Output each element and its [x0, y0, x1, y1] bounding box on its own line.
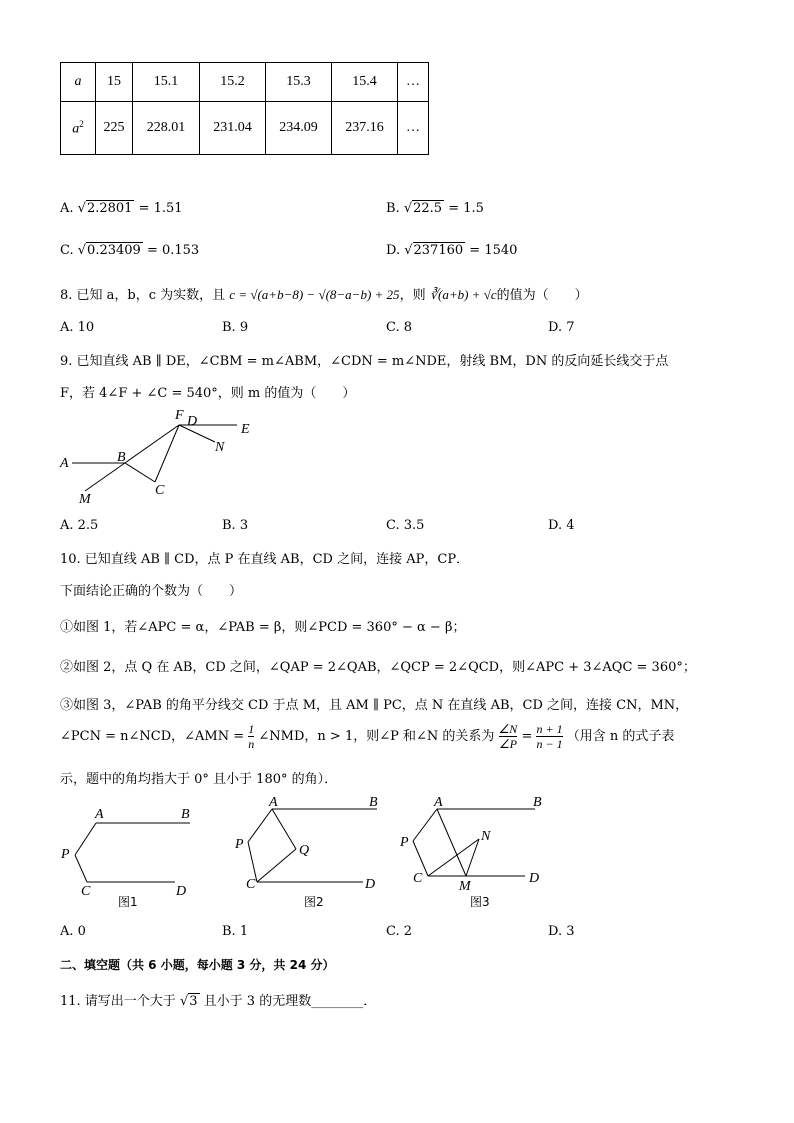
- table-row: [61, 102, 429, 155]
- section-title: 二、填空题（共 6 小题，每小题 3 分，共 24 分）: [60, 958, 335, 972]
- svg-text:A: A: [434, 796, 443, 810]
- table-cell: 15.4: [332, 63, 398, 102]
- table-cell: …: [398, 102, 429, 155]
- q8-option-c: C. 8: [386, 320, 413, 335]
- q9-line1: 9. 已知直线 AB ∥ DE，∠CBM = m∠ABM，∠CDN = m∠NDE，射线 BM，DN 的反向延长线交于点: [60, 354, 669, 369]
- q8-option-a: A. 10: [60, 320, 95, 335]
- label-b: B: [117, 450, 126, 465]
- q9-line2: F，若 4∠F + ∠C = 540°，则 m 的值为（ ）: [60, 386, 356, 401]
- svg-text:N: N: [481, 829, 491, 844]
- fig3-caption: 图3: [470, 895, 490, 909]
- table-cell: 225: [96, 102, 133, 155]
- fig2-caption: 图2: [304, 895, 324, 909]
- q11-stem: 11. 请写出一个大于 √3 且小于 3 的无理数________．: [60, 994, 377, 1009]
- q10-item2: ②如图 2，点 Q 在 AB，CD 之间，∠QAP = 2∠QAB，∠QCP = 2∠QCD，则∠APC + 3∠AQC = 360°；: [60, 660, 696, 675]
- svg-text:M: M: [459, 879, 471, 894]
- table-cell: 15.3: [266, 63, 332, 102]
- square-table: [60, 62, 429, 155]
- svg-text:Q: Q: [299, 843, 310, 858]
- q7-option-b: B. √22.5 = 1.5: [386, 201, 484, 216]
- label-e: E: [241, 422, 250, 437]
- svg-text:P: P: [400, 835, 409, 850]
- svg-text:B: B: [181, 807, 190, 822]
- q10-line1: 10. 已知直线 AB ∥ CD，点 P 在直线 AB，CD 之间，连接 AP，CP．: [60, 552, 470, 567]
- label-d: D: [187, 414, 198, 429]
- label-n: N: [215, 440, 225, 455]
- table-cell: 228.01: [133, 102, 200, 155]
- q10-option-b: B. 1: [222, 924, 249, 939]
- q10-item3c: 示，题中的角均指大于 0° 且小于 180° 的角）．: [60, 772, 338, 787]
- svg-text:D: D: [365, 877, 376, 892]
- fig1-caption: 图1: [118, 895, 138, 909]
- q9-option-d: D. 4: [548, 518, 575, 533]
- q10-option-c: C. 2: [386, 924, 413, 939]
- q7-option-c: C. √0.23409 = 0.153: [60, 243, 200, 258]
- label-a: A: [60, 456, 69, 471]
- table-cell: 15.1: [133, 63, 200, 102]
- svg-text:A: A: [95, 807, 104, 822]
- q10-item3a: ③如图 3，∠PAB 的角平分线交 CD 于点 M，且 AM ∥ PC，点 N 在直线 AB，CD 之间，连接 CN，MN，: [60, 698, 689, 713]
- q7-option-a: A. √2.2801 = 1.51: [60, 201, 183, 216]
- q10-option-d: D. 3: [548, 924, 575, 939]
- table-cell: 237.16: [332, 102, 398, 155]
- table-cell: …: [398, 63, 429, 102]
- svg-text:C: C: [81, 884, 91, 899]
- table-cell: $a^2$: [61, 102, 96, 155]
- label-m: M: [79, 492, 91, 507]
- q9-option-a: A. 2.5: [60, 518, 99, 533]
- svg-text:P: P: [235, 837, 244, 852]
- table-row: [61, 63, 429, 102]
- table-cell: 234.09: [266, 102, 332, 155]
- q8-option-b: B. 9: [222, 320, 249, 335]
- svg-text:A: A: [269, 796, 278, 810]
- q7-option-d: D. √237160 = 1540: [386, 243, 518, 258]
- label-f: F: [175, 408, 184, 423]
- svg-text:B: B: [533, 796, 542, 810]
- svg-text:C: C: [246, 877, 256, 892]
- q10-line2: 下面结论正确的个数为（ ）: [60, 584, 243, 599]
- table-cell: 231.04: [200, 102, 266, 155]
- q9-option-b: B. 3: [222, 518, 249, 533]
- svg-text:C: C: [413, 871, 423, 886]
- q10-item3b: ∠PCN = n∠NCD，∠AMN = $\frac{1}{n}$ ∠NMD，n > 1，则∠P 和∠N 的关系为 $\frac{\angle N}{\angle P}$ = $\frac{n + 1}{n - 1}$ （用含 n 的式子表: [60, 722, 675, 751]
- svg-text:B: B: [369, 796, 378, 810]
- q9-option-c: C. 3.5: [386, 518, 425, 533]
- table-cell: 15.2: [200, 63, 266, 102]
- q8-stem: 8. 已知 a，b，c 为实数，且 c = √(a+b−8) − √(8−a−b) + 25，则 ∛(a+b) + √c的值为（ ）: [60, 287, 588, 303]
- svg-text:D: D: [176, 884, 187, 899]
- q10-item1: ①如图 1，若∠APC = α，∠PAB = β，则∠PCD = 360° − α − β；: [60, 620, 466, 635]
- q10-figures: [55, 796, 575, 916]
- label-c: C: [155, 483, 165, 498]
- q8-option-d: D. 7: [548, 320, 575, 335]
- table-cell: a: [61, 63, 96, 102]
- q10-option-a: A. 0: [60, 924, 86, 939]
- table-cell: 15: [96, 63, 133, 102]
- svg-text:P: P: [61, 847, 70, 862]
- svg-text:D: D: [529, 871, 540, 886]
- q9-figure: [55, 405, 285, 510]
